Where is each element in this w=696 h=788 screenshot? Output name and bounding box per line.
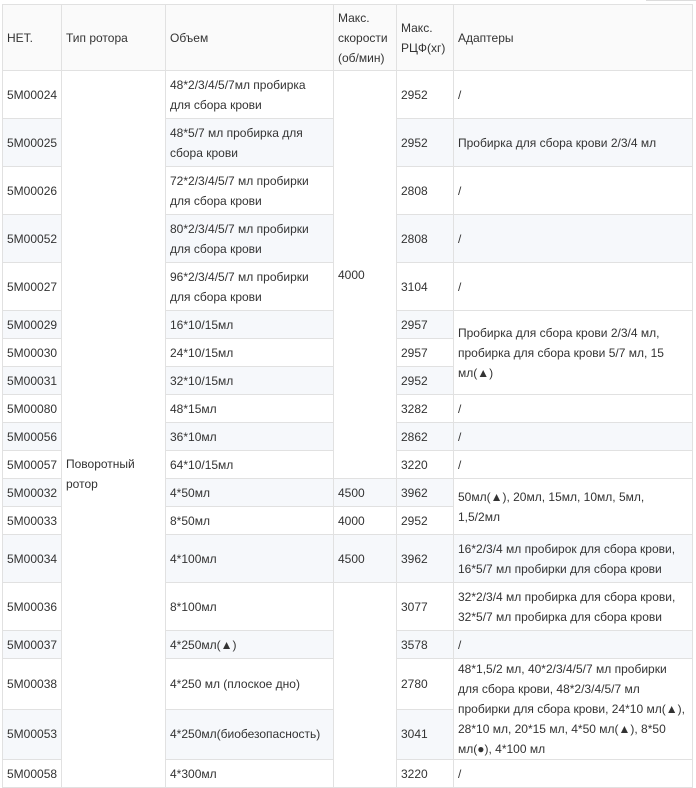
cell-volume: 8*50мл [166,507,334,535]
cell-adapters: 16*2/3/4 мл пробирок для сбора крови, 16*5/7 мл пробирки для сбора крови [454,535,693,583]
cell-id: 5M00027 [3,263,62,311]
cell-id: 5M00029 [3,311,62,339]
header-rotor-type: Тип ротора [62,5,166,71]
cell-adapters: 32*2/3/4 мл пробирка для сбора крови, 32*5/7 мл пробирка для сбора крови [454,583,693,631]
cell-adapters: Пробирка для сбора крови 2/3/4 мл, пробирка для сбора крови 5/7 мл, 15 мл(▲) [454,311,693,395]
cell-rcf: 2952 [397,367,454,395]
cell-id: 5M00053 [3,709,62,760]
cell-speed: 4500 [334,479,397,507]
cell-id: 5M00037 [3,631,62,659]
cell-rcf: 3041 [397,709,454,760]
cell-id: 5M00033 [3,507,62,535]
cell-id: 5M00025 [3,119,62,167]
cell-volume: 48*5/7 мл пробирка для сбора крови [166,119,334,167]
cell-id: 5M00080 [3,395,62,423]
cell-adapters: / [454,263,693,311]
cell-adapters: / [454,71,693,119]
cell-id: 5M00030 [3,339,62,367]
cell-volume: 4*300мл [166,760,334,788]
cell-adapters: / [454,451,693,479]
header-row [3,5,693,71]
cell-speed [334,583,397,788]
cell-volume: 4*250мл(▲) [166,631,334,659]
cell-rcf: 2957 [397,339,454,367]
cell-id: 5M00036 [3,583,62,631]
cell-rcf: 2952 [397,507,454,535]
cell-id: 5M00024 [3,71,62,119]
cell-rcf: 2957 [397,311,454,339]
cell-rcf: 3962 [397,535,454,583]
cell-volume: 4*250мл(биобезопасность) [166,709,334,760]
cell-rcf: 3282 [397,395,454,423]
cell-volume: 36*10мл [166,423,334,451]
cell-volume: 48*2/3/4/5/7мл пробирка для сбора крови [166,71,334,119]
cell-volume: 4*250 мл (плоское дно) [166,659,334,710]
cell-rcf: 3220 [397,760,454,788]
cell-adapters: Пробирка для сбора крови 2/3/4 мл [454,119,693,167]
cell-volume: 80*2/3/4/5/7 мл пробирки для сбора крови [166,215,334,263]
cell-id: 5M00026 [3,167,62,215]
cell-rcf: 2808 [397,167,454,215]
cell-adapters: / [454,760,693,788]
cell-volume: 32*10/15мл [166,367,334,395]
cell-rcf: 3578 [397,631,454,659]
top-border-line [646,0,696,1]
cell-adapters: 48*1,5/2 мл, 40*2/3/4/5/7 мл пробирки для сбора крови, 48*2/3/4/5/7 мл пробирки для сбора крови, 24*10 мл(▲), 28*10 мл, 20*15 мл, 4*50 мл(▲), 8*50 мл(●), 4*100 мл [454,659,693,760]
cell-speed: 4500 [334,535,397,583]
cell-volume: 72*2/3/4/5/7 мл пробирки для сбора крови [166,167,334,215]
header-adapters: Адаптеры [454,5,693,71]
cell-rcf: 3104 [397,263,454,311]
rotor-specs-table [2,4,693,788]
cell-rcf: 3220 [397,451,454,479]
cell-rcf: 3077 [397,583,454,631]
cell-id: 5M00057 [3,451,62,479]
cell-speed: 4000 [334,71,397,479]
cell-speed: 4000 [334,507,397,535]
cell-adapters: / [454,423,693,451]
cell-id: 5M00058 [3,760,62,788]
cell-volume: 24*10/15мл [166,339,334,367]
cell-volume: 8*100мл [166,583,334,631]
cell-volume: 4*100мл [166,535,334,583]
cell-volume: 96*2/3/4/5/7 мл пробирки для сбора крови [166,263,334,311]
header-max-speed: Макс. скорости (об/мин) [334,5,397,71]
cell-adapters: / [454,167,693,215]
cell-adapters: 50мл(▲), 20мл, 15мл, 10мл, 5мл, 1,5/2мл [454,479,693,535]
cell-rcf: 2952 [397,71,454,119]
cell-volume: 16*10/15мл [166,311,334,339]
cell-id: 5M00052 [3,215,62,263]
cell-adapters: / [454,631,693,659]
cell-id: 5M00031 [3,367,62,395]
cell-rcf: 2808 [397,215,454,263]
table-row [3,71,693,119]
cell-volume: 64*10/15мл [166,451,334,479]
cell-volume: 48*15мл [166,395,334,423]
header-id: НЕТ. [3,5,62,71]
cell-rcf: 2952 [397,119,454,167]
cell-id: 5M00056 [3,423,62,451]
cell-adapters: / [454,215,693,263]
cell-rotor-type: Поворотный ротор [62,71,166,788]
cell-id: 5M00038 [3,659,62,710]
cell-id: 5M00034 [3,535,62,583]
header-volume: Объем [166,5,334,71]
cell-adapters: / [454,395,693,423]
cell-rcf: 3962 [397,479,454,507]
header-max-rcf: Макс. РЦФ(хг) [397,5,454,71]
cell-volume: 4*50мл [166,479,334,507]
cell-rcf: 2862 [397,423,454,451]
cell-rcf: 2780 [397,659,454,710]
cell-id: 5M00032 [3,479,62,507]
